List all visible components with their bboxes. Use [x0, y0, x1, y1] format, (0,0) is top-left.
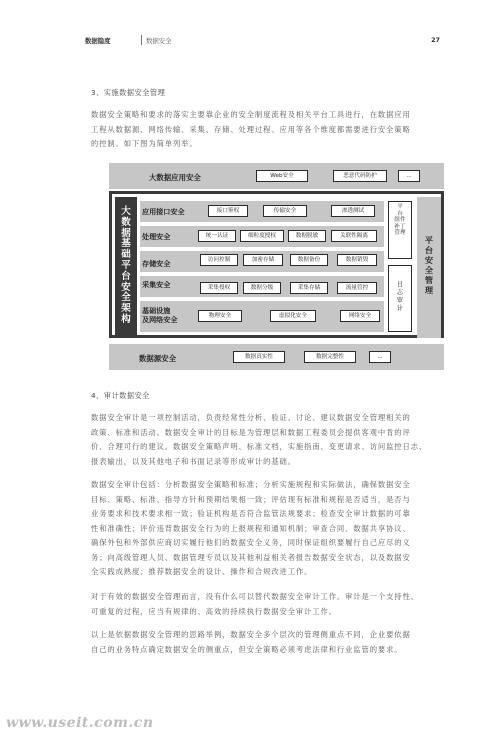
chip-pen-test: 渗透测试: [331, 205, 375, 217]
chip-fine-grained-auth: 细粒度授权: [240, 230, 284, 242]
text-line: 确保外包和外部供应商切实履行他们的数据安全义务，同时保证组织要履行自己应尽的义: [91, 538, 411, 547]
series-title: 数据隐度: [85, 37, 111, 45]
text-line: 政策、标准和活动。数据安全审计的目标是为管理层和数据工程委员会提供客观中肯的评: [91, 427, 411, 437]
app-security-bar: [109, 163, 444, 189]
chip-physical-security: 物理安全: [198, 310, 242, 322]
text-line: 数据安全审计是一项控制活动，负责经常性分析、验证、讨论、建议数据安全管理相关的: [91, 413, 411, 422]
row-api-security: [140, 201, 384, 222]
platform-management-label: 平 台 安 全 管 理: [417, 197, 441, 338]
chip-traffic-control: 流量管控: [337, 282, 377, 294]
more-chip: ...: [398, 170, 420, 182]
data-source-security-bar: [109, 344, 444, 370]
chip-api-auth: 接口鉴权: [208, 205, 248, 217]
chip-data-destroy: 数据销毁: [337, 254, 377, 266]
chip-data-backup: 数据备份: [290, 254, 328, 266]
chip-encrypted-storage: 加密存储: [243, 254, 283, 266]
paragraph-2: [91, 411, 441, 469]
text-line: 可重复的过程，应当有规律的、高效的持续执行数据安全审计工作。: [91, 606, 337, 616]
more-chip: ...: [369, 351, 391, 363]
text-line: 全实践成熟度；推荐数据安全的设计、操作和合规改进工作。: [91, 567, 313, 576]
paragraph-5: [91, 628, 441, 657]
text-line: 工程从数据源、网络传输、采集、存储、处理过程、应用等各个维度都需要进行安全策略: [91, 124, 411, 134]
text-line: 业务要求和技术要求相一致；验证机构是否符合监管法规要求；检查安全审计数据的可靠: [91, 509, 411, 518]
chip-unified-auth: 统一认证: [198, 230, 236, 242]
page-number: 27: [431, 36, 440, 44]
row-processing-security: [140, 226, 384, 247]
chip-relational-isolation: 关联性隔离: [331, 230, 377, 242]
web-security-chip: Web安全: [256, 170, 308, 182]
text-line: 数据安全策略和要求的落实主要靠企业的安全制度流程及相关平台工具进行，在数据应用: [91, 110, 411, 119]
architecture-diagram: [109, 163, 444, 370]
text-line: 目标、策略、标准、指导方针和预期结果相一致；评估现有标准和规程是否适当，是否与: [91, 494, 411, 504]
chip-collection-auth: 采集授权: [200, 282, 238, 294]
chip-access-control: 访问控制: [200, 254, 238, 266]
platform-architecture-label: [115, 197, 137, 338]
text-line: 的控制。如下图为简单列举。: [91, 139, 198, 148]
row-infrastructure-security: [140, 301, 384, 332]
log-audit-box: 日 志 审 计: [388, 265, 412, 332]
chip-transfer-security: 传输安全: [263, 205, 307, 217]
section-heading-4: 4、审计数据安全: [91, 391, 150, 400]
page-header: [85, 36, 440, 48]
row-title: 存储安全: [142, 259, 171, 268]
row-title: 处理安全: [142, 232, 171, 241]
chip-data-authenticity: 数据真实性: [233, 351, 285, 363]
app-security-title: 大数据应用安全: [149, 173, 201, 182]
chip-data-classify: 数据分级: [243, 282, 281, 294]
row-title: 基础设施 及网络安全: [142, 306, 178, 324]
row-title: 采集安全: [142, 280, 171, 289]
chapter-title: 数据安全: [146, 37, 172, 45]
row-collection-security: [140, 276, 384, 297]
platform-architecture-text: 大 数 据 基 础 平 台 安 全 架 构: [121, 206, 131, 325]
chip-virtualization-security: 虚拟化安全: [270, 310, 316, 322]
watermark: www.useit.com.cn: [6, 715, 154, 731]
section-heading-3: 3、实施数据安全管理: [91, 88, 166, 97]
paragraph-1: [91, 108, 441, 152]
platform-frame: [109, 191, 444, 338]
patch-management-box: 平 台 组件 补丁 管理: [388, 201, 412, 259]
row-storage-security: [140, 251, 384, 272]
text-line: 价、合理可行的建议。数据安全策略声明、标准文档，实施指南、变更请求、访问监控日志、: [91, 442, 428, 451]
text-line: 数据安全审计包括：分析数据安全策略和标准；分析实施规程和实际做法，确保数据安全: [91, 480, 411, 489]
chip-collection-storage: 采集存储: [290, 282, 328, 294]
text-line: 对于有效的数据安全管理而言，没有什么可以替代数据安全审计工作。审计是一个支持性、: [91, 592, 419, 601]
text-line: 以上是依据数据安全管理的思路举例，数据安全多个层次的管理侧重点不同，企业要依据: [91, 630, 411, 639]
chip-data-integrity: 数据完整性: [304, 351, 356, 363]
malware-protection-chip: 恶意代码防护: [333, 170, 387, 182]
text-line: 性和准确性；评价违背数据安全行为的上报规程和通知机制；审查合同、数据共享协议、: [91, 523, 411, 533]
text-line: 务；向高级管理人员、数据管理专员以及其他利益相关者报告数据安全状态，以及数据安: [91, 552, 411, 562]
chip-data-masking: 数据脱敏: [288, 230, 326, 242]
text-line: 自己的业务特点确定数据安全的侧重点，但安全策略必须考虑法律和行业监管的要求。: [91, 644, 403, 654]
paragraph-3: [91, 478, 441, 580]
row-title: 应用接口安全: [142, 207, 185, 216]
header-divider: [141, 35, 142, 45]
paragraph-4: [91, 590, 441, 619]
data-source-security-title: 数据源安全: [139, 354, 176, 363]
chip-network-security: 网络安全: [340, 310, 380, 322]
text-line: 报表输出，以及其他电子和书面记录等形成审计的基础。: [91, 456, 296, 466]
